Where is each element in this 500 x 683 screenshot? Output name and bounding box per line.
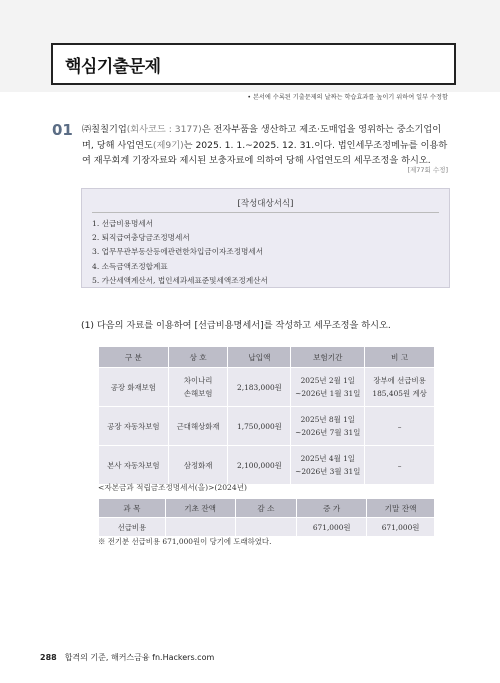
table-cell: 근대해상화재 [168, 407, 228, 446]
table-cell [291, 407, 365, 446]
column-header: 기초 잔액 [165, 499, 235, 518]
column-header: 비 고 [365, 347, 435, 368]
list-item: 2. 퇴직급여충당금조정명세서 [92, 233, 190, 243]
column-header: 기말 잔액 [367, 499, 435, 518]
table-cell: 선급비용 [99, 518, 166, 537]
table-cell: 공장 자동차보험 [99, 407, 169, 446]
cell-line: 185,405원 계상 [372, 389, 427, 398]
capital-table-title: <자본금과 적립금조정명세서(을)>(2024년) [98, 483, 248, 492]
insurance-table [98, 346, 435, 485]
target-forms-box [81, 188, 450, 288]
table-cell [365, 368, 435, 407]
list-item: 1. 선급비용명세서 [92, 219, 154, 228]
table-cell: 2,100,000원 [228, 446, 291, 485]
capital-table-note: ※ 전기분 선급비용 671,000원이 당기에 도래하였다. [98, 537, 272, 546]
table-cell: 671,000원 [297, 518, 367, 537]
table-cell [291, 446, 365, 485]
cell-line: 차이나리 [183, 376, 213, 385]
table-cell [165, 518, 235, 537]
question-line-1-rest: 은 전자부품을 생산하고 제조·도매업을 영위하는 중소기업이 [201, 124, 442, 135]
question-number: 01 [52, 121, 73, 139]
table-cell [168, 368, 228, 407]
cell-line: 2025년 2월 1일 [300, 376, 355, 385]
table-row [99, 407, 435, 446]
list-item: 3. 업무무관부동산등에관련한차입금이자조정명세서 [92, 247, 264, 257]
cell-line: ~2026년 1월 31일 [295, 389, 361, 398]
page-number: 288 [40, 653, 57, 662]
footer-text: 합격의 기준, 해커스금융 fn.Hackers.com [64, 653, 215, 662]
table-cell [291, 368, 365, 407]
table-cell [235, 518, 297, 537]
question-line-2-b: 는 2025. 1. 1.~2025. 12. 31.이다. 법인세무조정메뉴를 이용하 [183, 139, 448, 151]
column-header: 증 가 [297, 499, 367, 518]
question-text [82, 122, 450, 169]
table-cell: 삼정화재 [168, 446, 228, 485]
table-cell: 공장 화재보험 [99, 368, 169, 407]
table-cell: – [365, 446, 435, 485]
column-header: 과 목 [99, 499, 166, 518]
section-title [51, 43, 456, 85]
column-header: 납입액 [228, 347, 291, 368]
table-row [99, 518, 435, 537]
target-forms-title: [작성대상서식] [237, 199, 294, 209]
column-header: 보험기간 [291, 347, 365, 368]
page-footer [40, 652, 214, 663]
table-header-row [99, 347, 435, 368]
table-row [99, 446, 435, 485]
cell-line: ~2026년 3월 31일 [295, 467, 361, 476]
company-code: (회사코드 : 3177) [126, 124, 202, 135]
sub-question: (1) 다음의 자료를 이용하여 [선급비용명세서]를 작성하고 세무조정을 하시오. [81, 320, 391, 331]
cell-line: 장부에 선급비용 [373, 376, 426, 385]
list-item: 4. 소득금액조정합계표 [92, 261, 168, 271]
section-title-text: 핵심기출문제 [65, 56, 161, 77]
notice-text: • 본서에 수록된 기출문제의 날짜는 학습효과를 높이기 위하여 일부 수정함 [247, 94, 448, 101]
cell-line: 2025년 4월 1일 [300, 454, 355, 463]
table-cell: 2,183,000원 [228, 368, 291, 407]
divider [92, 212, 439, 213]
fiscal-term: (제9기) [152, 139, 184, 151]
company-name: ㈜칠칠기업 [82, 124, 127, 135]
data-tables [98, 346, 435, 560]
target-forms-list [92, 217, 268, 288]
cell-line: ~2026년 7월 31일 [295, 428, 361, 437]
cell-line: 2025년 8월 1일 [300, 415, 355, 424]
question-line-2 [82, 138, 450, 154]
capital-table [98, 498, 435, 537]
cell-line: 손해보험 [183, 389, 213, 398]
table-row [99, 368, 435, 407]
column-header: 감 소 [235, 499, 297, 518]
question-line-1 [82, 122, 450, 138]
column-header: 상 호 [168, 347, 228, 368]
table-cell: 671,000원 [367, 518, 435, 537]
table-cell: 1,750,000원 [228, 407, 291, 446]
list-item: 5. 가산세액계산서, 법인세과세표준및세액조정계산서 [92, 275, 268, 285]
table-cell: 본사 자동차보험 [99, 446, 169, 485]
column-header: 구 분 [99, 347, 169, 368]
question-line-3: 여 재무회계 기장자료와 제시된 보충자료에 의하여 당해 사업연도의 세무조정을 하시오. [82, 155, 431, 166]
question-line-2-a: 며, 당해 사업연도 [82, 139, 153, 151]
table-header-row [99, 499, 435, 518]
table-cell: – [365, 407, 435, 446]
question-source: [제77회 수정] [407, 166, 448, 174]
